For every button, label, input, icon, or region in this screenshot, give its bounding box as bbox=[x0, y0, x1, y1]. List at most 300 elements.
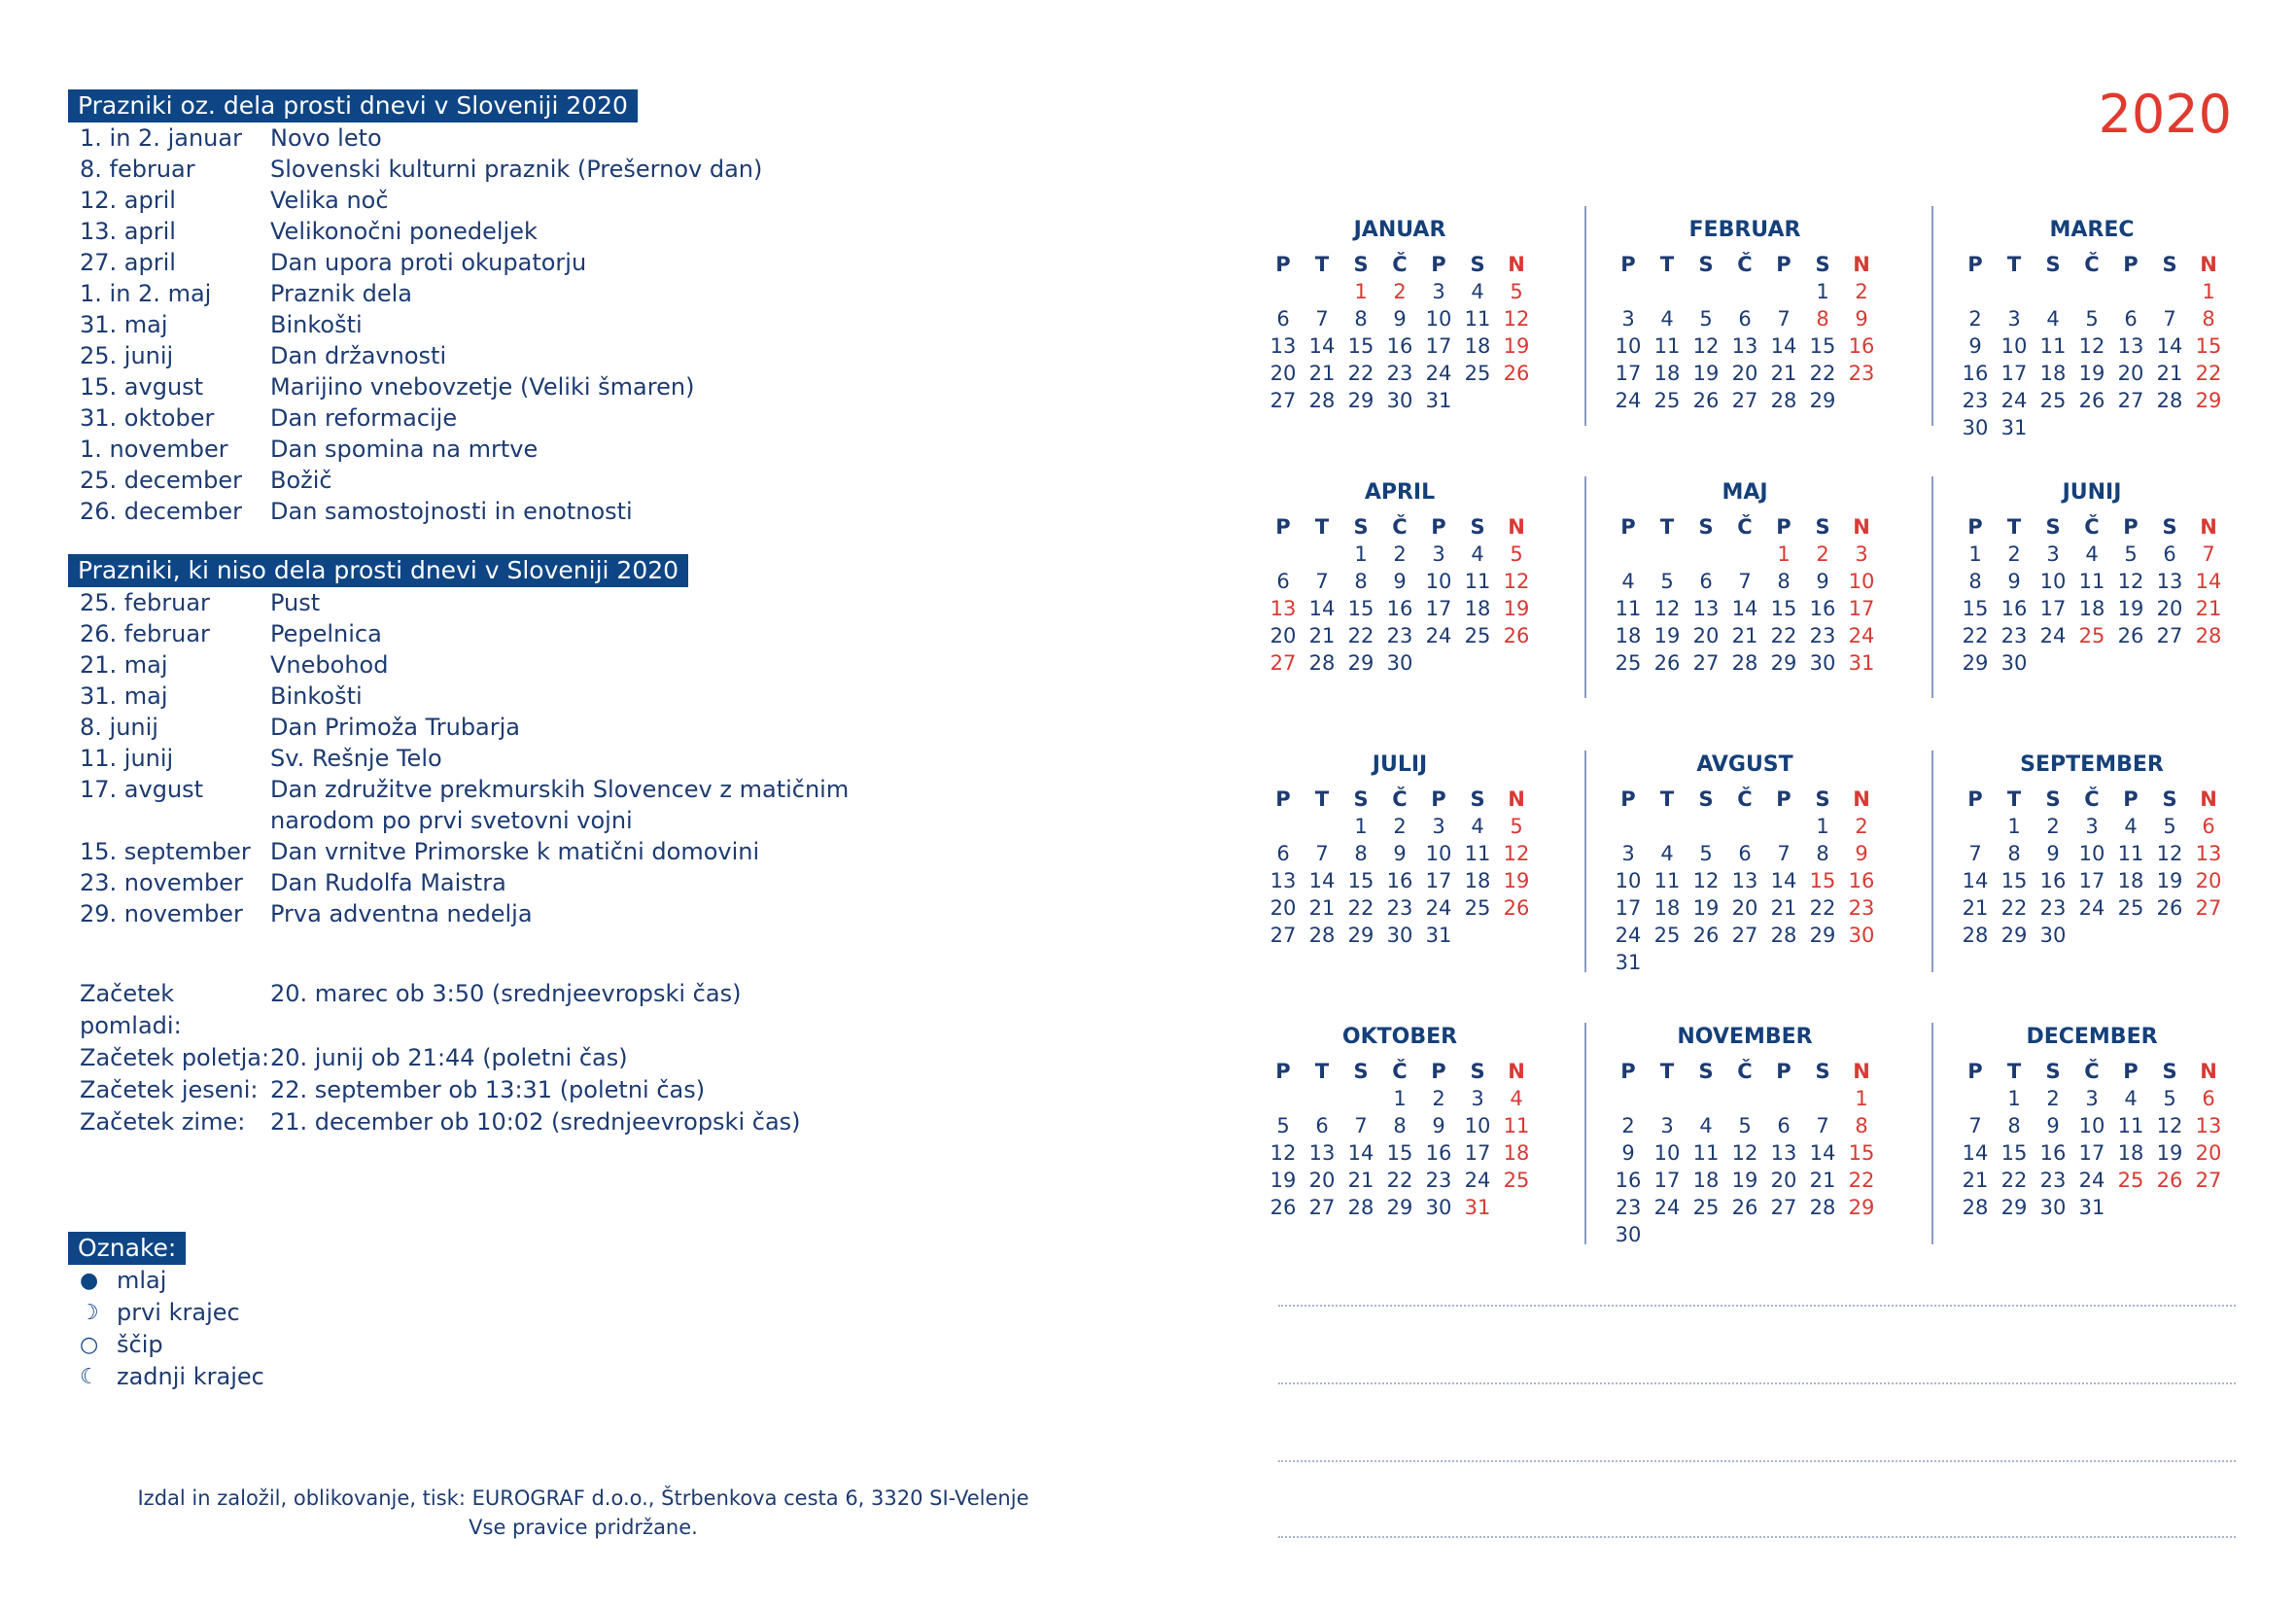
day-cell: 17 bbox=[2000, 362, 2028, 385]
day-cell: 21 bbox=[1809, 1169, 1836, 1192]
day-cell: 5 bbox=[1276, 1114, 1290, 1137]
day-cell: 23 bbox=[2000, 624, 2028, 647]
holidays-work-list bbox=[68, 587, 1215, 929]
weekday-header: S bbox=[1470, 787, 1485, 811]
day-cell: 22 bbox=[1770, 624, 1797, 647]
day-cell: 15 bbox=[1770, 597, 1797, 620]
legend-row bbox=[68, 1361, 1215, 1393]
day-cell: 15 bbox=[1347, 869, 1374, 892]
holiday-row bbox=[68, 278, 1215, 309]
note-line bbox=[1278, 1305, 2236, 1307]
holidays-off-section bbox=[68, 89, 1215, 527]
weekday-header: N bbox=[2200, 787, 2217, 811]
day-cell: 21 bbox=[1308, 896, 1336, 920]
weekday-header: N bbox=[2200, 1060, 2217, 1083]
day-cell: 24 bbox=[1425, 896, 1452, 920]
holiday-date bbox=[68, 805, 270, 836]
day-cell: 29 bbox=[1962, 651, 1989, 675]
day-cell: 14 bbox=[1962, 869, 1989, 892]
day-cell: 3 bbox=[1471, 1087, 1484, 1110]
day-cell: 22 bbox=[1809, 362, 1836, 385]
holiday-date: 31. maj bbox=[80, 311, 168, 338]
holiday-name: Sv. Rešnje Telo bbox=[270, 745, 442, 772]
month-avgust bbox=[1609, 751, 1881, 976]
day-cell: 30 bbox=[1615, 1223, 1642, 1246]
month-separator bbox=[1584, 476, 1586, 698]
day-cell: 3 bbox=[1432, 542, 1445, 566]
day-cell: 23 bbox=[1962, 389, 1989, 412]
weekday-header: Č bbox=[1737, 1060, 1753, 1083]
day-cell: 26 bbox=[1731, 1196, 1758, 1219]
weekday-header: N bbox=[1508, 515, 1525, 539]
day-cell: 4 bbox=[1699, 1114, 1713, 1137]
day-cell: 21 bbox=[1770, 896, 1797, 920]
day-cell: 9 bbox=[1816, 570, 1829, 593]
weekday-header: T bbox=[2006, 253, 2022, 276]
day-cell: 19 bbox=[1692, 896, 1720, 920]
day-cell: 2 bbox=[1855, 280, 1868, 303]
weekday-header: P bbox=[1776, 787, 1792, 811]
day-cell: 30 bbox=[2039, 924, 2067, 947]
day-cell: 27 bbox=[2195, 1169, 2222, 1192]
day-cell: 17 bbox=[2039, 597, 2067, 620]
day-cell: 27 bbox=[1270, 651, 1297, 675]
day-cell: 13 bbox=[2195, 1114, 2222, 1137]
empty-day bbox=[1687, 1085, 1725, 1112]
footer-line1: Izdal in založil, oblikovanje, tisk: EUROGRAF d.o.o., Štrbenkova cesta 6, 3320 SI-Velenje bbox=[137, 1486, 1029, 1510]
day-cell: 9 bbox=[1393, 842, 1407, 865]
day-cell: 10 bbox=[1848, 570, 1875, 593]
empty-day bbox=[1648, 1085, 1687, 1112]
day-cell: 8 bbox=[1855, 1114, 1868, 1137]
empty-day bbox=[1648, 278, 1687, 305]
day-cell: 7 bbox=[1354, 1114, 1368, 1137]
weekday-header: P bbox=[1776, 515, 1792, 539]
month-days-grid bbox=[1956, 1058, 2228, 1221]
day-cell: 9 bbox=[1432, 1114, 1445, 1137]
day-cell: 11 bbox=[2117, 1114, 2144, 1137]
season-label: Začetek poletja: bbox=[80, 1044, 270, 1071]
day-cell: 26 bbox=[2156, 1169, 2183, 1192]
day-cell: 13 bbox=[1731, 334, 1758, 358]
weekday-header: S bbox=[2045, 1060, 2061, 1083]
month-title: JANUAR bbox=[1353, 218, 1446, 242]
weekday-header: P bbox=[1967, 515, 1983, 539]
day-cell: 6 bbox=[1777, 1114, 1791, 1137]
empty-day bbox=[1803, 1085, 1842, 1112]
day-cell: 28 bbox=[1962, 924, 1989, 947]
holiday-row bbox=[68, 618, 1215, 649]
day-cell: 29 bbox=[2000, 924, 2028, 947]
weekday-header: P bbox=[1431, 787, 1446, 811]
day-cell: 12 bbox=[1731, 1141, 1758, 1165]
holiday-name: Dan Rudolfa Maistra bbox=[270, 869, 506, 896]
day-cell: 29 bbox=[2000, 1196, 2028, 1219]
holiday-row bbox=[68, 465, 1215, 496]
day-cell: 11 bbox=[1503, 1114, 1530, 1137]
day-cell: 8 bbox=[1354, 307, 1368, 331]
day-cell: 27 bbox=[1270, 389, 1297, 412]
holiday-name: Pepelnica bbox=[270, 620, 382, 647]
day-cell: 7 bbox=[1777, 842, 1791, 865]
holiday-date: 17. avgust bbox=[80, 776, 204, 803]
day-cell: 2 bbox=[1393, 815, 1407, 838]
holiday-date: 31. maj bbox=[80, 682, 168, 710]
day-cell: 2 bbox=[1855, 815, 1868, 838]
day-cell: 6 bbox=[1738, 842, 1752, 865]
day-cell: 21 bbox=[1308, 362, 1336, 385]
holiday-name: Binkošti bbox=[270, 682, 363, 710]
note-line bbox=[1278, 1460, 2236, 1462]
day-cell: 19 bbox=[1270, 1169, 1297, 1192]
weekday-header: T bbox=[1659, 253, 1675, 276]
day-cell: 24 bbox=[1848, 624, 1875, 647]
month-januar bbox=[1264, 216, 1536, 414]
holiday-name: Praznik dela bbox=[270, 280, 413, 307]
day-cell: 3 bbox=[2085, 815, 2099, 838]
day-cell: 20 bbox=[2156, 597, 2183, 620]
day-cell: 28 bbox=[1347, 1196, 1374, 1219]
day-cell: 4 bbox=[1471, 815, 1484, 838]
month-days-grid bbox=[1956, 251, 2228, 441]
holiday-name: Marijino vnebovzetje (Veliki šmaren) bbox=[270, 373, 695, 401]
day-cell: 7 bbox=[1968, 1114, 1982, 1137]
holiday-name: Dan samostojnosti in enotnosti bbox=[270, 498, 633, 525]
day-cell: 23 bbox=[2039, 1169, 2067, 1192]
day-cell: 30 bbox=[1386, 389, 1413, 412]
day-cell: 26 bbox=[2078, 389, 2105, 412]
day-cell: 6 bbox=[1276, 842, 1290, 865]
holiday-date: 25. december bbox=[80, 467, 243, 494]
day-cell: 20 bbox=[1270, 624, 1297, 647]
day-cell: 11 bbox=[1464, 842, 1491, 865]
day-cell: 30 bbox=[1425, 1196, 1452, 1219]
day-cell: 6 bbox=[1276, 570, 1290, 593]
day-cell: 14 bbox=[1308, 597, 1336, 620]
day-cell: 15 bbox=[2000, 869, 2028, 892]
day-cell: 20 bbox=[1270, 896, 1297, 920]
day-cell: 21 bbox=[1770, 362, 1797, 385]
day-cell: 20 bbox=[1270, 362, 1297, 385]
day-cell: 25 bbox=[1464, 624, 1491, 647]
month-days-grid bbox=[1264, 251, 1536, 414]
day-cell: 21 bbox=[2156, 362, 2183, 385]
legend-label: mlaj bbox=[117, 1267, 167, 1294]
day-cell: 1 bbox=[1816, 815, 1829, 838]
day-cell: 11 bbox=[1692, 1141, 1720, 1165]
day-cell: 19 bbox=[2156, 1141, 2183, 1165]
holiday-row bbox=[68, 434, 1215, 465]
holiday-date: 15. avgust bbox=[80, 373, 204, 401]
month-maj bbox=[1609, 478, 1881, 677]
footer bbox=[97, 1484, 1069, 1542]
month-days-grid bbox=[1264, 1058, 1536, 1221]
day-cell: 13 bbox=[1270, 334, 1297, 358]
day-cell: 5 bbox=[2085, 307, 2099, 331]
legend-row bbox=[68, 1297, 1215, 1329]
day-cell: 9 bbox=[2046, 842, 2060, 865]
day-cell: 28 bbox=[1308, 651, 1336, 675]
weekday-header: P bbox=[1620, 787, 1636, 811]
day-cell: 5 bbox=[1510, 542, 1523, 566]
day-cell: 24 bbox=[1425, 624, 1452, 647]
empty-day bbox=[2111, 278, 2150, 305]
empty-day bbox=[1303, 1085, 1341, 1112]
day-cell: 25 bbox=[2078, 624, 2105, 647]
day-cell: 25 bbox=[2039, 389, 2067, 412]
seasons-list bbox=[68, 978, 1215, 1138]
day-cell: 13 bbox=[1308, 1141, 1336, 1165]
day-cell: 1 bbox=[2007, 1087, 2021, 1110]
holiday-row bbox=[68, 898, 1215, 929]
empty-day bbox=[1648, 541, 1687, 568]
month-title: FEBRUAR bbox=[1688, 218, 1801, 242]
day-cell: 11 bbox=[2039, 334, 2067, 358]
holiday-date: 23. november bbox=[80, 869, 243, 896]
day-cell: 9 bbox=[1855, 842, 1868, 865]
holiday-name: Dan Primoža Trubarja bbox=[270, 714, 521, 741]
day-cell: 30 bbox=[1809, 651, 1836, 675]
weekday-header: N bbox=[1853, 1060, 1870, 1083]
day-cell: 16 bbox=[1425, 1141, 1452, 1165]
weekday-header: Č bbox=[1737, 515, 1753, 539]
day-cell: 30 bbox=[1386, 924, 1413, 947]
day-cell: 15 bbox=[1386, 1141, 1413, 1165]
day-cell: 4 bbox=[2124, 1087, 2138, 1110]
day-cell: 27 bbox=[1308, 1196, 1336, 1219]
holiday-name: Dan vrnitve Primorske k matični domovini bbox=[270, 838, 760, 865]
day-cell: 10 bbox=[1425, 842, 1452, 865]
weekday-header: N bbox=[1508, 1060, 1525, 1083]
month-junij bbox=[1956, 478, 2228, 677]
day-cell: 21 bbox=[1962, 896, 1989, 920]
day-cell: 29 bbox=[1809, 389, 1836, 412]
month-oktober bbox=[1264, 1023, 1536, 1221]
day-cell: 8 bbox=[1968, 570, 1982, 593]
day-cell: 18 bbox=[2117, 869, 2144, 892]
day-cell: 25 bbox=[1653, 924, 1681, 947]
holiday-row bbox=[68, 340, 1215, 371]
day-cell: 14 bbox=[1308, 334, 1336, 358]
day-cell: 20 bbox=[2117, 362, 2144, 385]
year-title: 2020 bbox=[2098, 84, 2232, 145]
weekday-header: P bbox=[2123, 787, 2139, 811]
day-cell: 28 bbox=[2156, 389, 2183, 412]
weekday-header: P bbox=[1967, 253, 1983, 276]
day-cell: 21 bbox=[1962, 1169, 1989, 1192]
season-value: 20. marec ob 3:50 (srednjeevropski čas) bbox=[270, 980, 742, 1007]
empty-day bbox=[1725, 278, 1764, 305]
day-cell: 13 bbox=[2195, 842, 2222, 865]
holiday-date: 11. junij bbox=[80, 745, 174, 772]
day-cell: 28 bbox=[1809, 1196, 1836, 1219]
day-cell: 15 bbox=[2000, 1141, 2028, 1165]
day-cell: 10 bbox=[1615, 334, 1642, 358]
holiday-date: 1. november bbox=[80, 436, 228, 463]
month-title: JULIJ bbox=[1372, 752, 1428, 777]
season-row bbox=[68, 1106, 1215, 1138]
day-cell: 19 bbox=[1653, 624, 1681, 647]
day-cell: 27 bbox=[1731, 389, 1758, 412]
day-cell: 17 bbox=[1848, 597, 1875, 620]
month-separator bbox=[1931, 1023, 1933, 1244]
day-cell: 18 bbox=[2117, 1141, 2144, 1165]
day-cell: 1 bbox=[2202, 280, 2215, 303]
day-cell: 3 bbox=[2085, 1087, 2099, 1110]
holiday-row bbox=[68, 154, 1215, 185]
weekday-header: Č bbox=[1737, 253, 1753, 276]
holiday-date: 26. december bbox=[80, 498, 243, 525]
day-cell: 30 bbox=[1962, 416, 1989, 439]
weekday-header: P bbox=[1967, 1060, 1983, 1083]
legend bbox=[68, 1232, 1215, 1393]
day-cell: 23 bbox=[1425, 1169, 1452, 1192]
season-label: Začetek jeseni: bbox=[80, 1076, 259, 1103]
day-cell: 7 bbox=[1738, 570, 1752, 593]
holiday-row bbox=[68, 216, 1215, 247]
day-cell: 8 bbox=[1816, 842, 1829, 865]
day-cell: 5 bbox=[1738, 1114, 1752, 1137]
weekday-header: T bbox=[2006, 515, 2022, 539]
holiday-date: 8. junij bbox=[80, 714, 158, 741]
empty-day bbox=[1956, 1085, 1995, 1112]
empty-day bbox=[1648, 813, 1687, 840]
day-cell: 5 bbox=[1510, 815, 1523, 838]
holiday-name: Dan združitve prekmurskih Slovencev z matičnim bbox=[270, 776, 850, 803]
left-column bbox=[68, 89, 1215, 1393]
day-cell: 25 bbox=[2117, 1169, 2144, 1192]
day-cell: 29 bbox=[1347, 651, 1374, 675]
day-cell: 14 bbox=[1731, 597, 1758, 620]
day-cell: 16 bbox=[1386, 869, 1413, 892]
holiday-row bbox=[68, 867, 1215, 898]
holiday-row bbox=[68, 836, 1215, 867]
day-cell: 7 bbox=[1315, 307, 1329, 331]
holiday-name: Dan spomina na mrtve bbox=[270, 436, 539, 463]
weekday-header: S bbox=[2045, 515, 2061, 539]
day-cell: 17 bbox=[1615, 896, 1642, 920]
day-cell: 8 bbox=[1393, 1114, 1407, 1137]
day-cell: 1 bbox=[1968, 542, 1982, 566]
day-cell: 2 bbox=[2046, 1087, 2060, 1110]
day-cell: 13 bbox=[2156, 570, 2183, 593]
holiday-name: Novo leto bbox=[270, 124, 382, 152]
weekday-header: Č bbox=[2084, 1060, 2100, 1083]
legend-items bbox=[68, 1265, 1215, 1393]
holiday-name: Dan državnosti bbox=[270, 342, 447, 369]
day-cell: 14 bbox=[1347, 1141, 1374, 1165]
holiday-date: 1. in 2. januar bbox=[80, 124, 242, 152]
holiday-row bbox=[68, 247, 1215, 278]
weekday-header: T bbox=[2006, 1060, 2022, 1083]
day-cell: 17 bbox=[1425, 597, 1452, 620]
holidays-work-header: Prazniki, ki niso dela prosti dnevi v Sloveniji 2020 bbox=[68, 554, 688, 587]
empty-day bbox=[1341, 1085, 1380, 1112]
day-cell: 17 bbox=[1425, 334, 1452, 358]
holiday-date: 8. februar bbox=[80, 156, 195, 183]
day-cell: 24 bbox=[1425, 362, 1452, 385]
weekday-header: P bbox=[1275, 787, 1291, 811]
day-cell: 6 bbox=[1699, 570, 1713, 593]
day-cell: 9 bbox=[2007, 570, 2021, 593]
day-cell: 18 bbox=[1464, 869, 1491, 892]
season-value: 20. junij ob 21:44 (poletni čas) bbox=[270, 1044, 628, 1071]
day-cell: 13 bbox=[1270, 869, 1297, 892]
day-cell: 25 bbox=[1464, 896, 1491, 920]
day-cell: 30 bbox=[2000, 651, 2028, 675]
day-cell: 6 bbox=[2202, 815, 2215, 838]
month-april bbox=[1264, 478, 1536, 677]
weekday-header: T bbox=[1314, 1060, 1330, 1083]
day-cell: 14 bbox=[2195, 570, 2222, 593]
holiday-date: 15. september bbox=[80, 838, 251, 865]
day-cell: 6 bbox=[2202, 1087, 2215, 1110]
holiday-row bbox=[68, 743, 1215, 774]
month-februar bbox=[1609, 216, 1881, 414]
weekday-header: S bbox=[1470, 253, 1485, 276]
holiday-name: Velika noč bbox=[270, 187, 389, 214]
day-cell: 7 bbox=[1816, 1114, 1829, 1137]
day-cell: 19 bbox=[1503, 869, 1530, 892]
day-cell: 4 bbox=[2124, 815, 2138, 838]
day-cell: 12 bbox=[1503, 570, 1530, 593]
weekday-header: P bbox=[1275, 253, 1291, 276]
day-cell: 2 bbox=[1432, 1087, 1445, 1110]
empty-day bbox=[2072, 278, 2111, 305]
day-cell: 31 bbox=[1425, 924, 1452, 947]
weekday-header: P bbox=[2123, 515, 2139, 539]
month-days-grid bbox=[1609, 1058, 1881, 1248]
holiday-name: Binkošti bbox=[270, 311, 363, 338]
weekday-header: S bbox=[1815, 787, 1830, 811]
day-cell: 23 bbox=[1386, 362, 1413, 385]
holidays-off-header: Prazniki oz. dela prosti dnevi v Sloveniji 2020 bbox=[68, 89, 638, 122]
day-cell: 24 bbox=[2039, 624, 2067, 647]
holiday-date: 26. februar bbox=[80, 620, 210, 647]
weekday-header: P bbox=[1620, 515, 1636, 539]
weekday-header: S bbox=[1353, 515, 1369, 539]
day-cell: 8 bbox=[2202, 307, 2215, 331]
month-title: JUNIJ bbox=[2062, 480, 2122, 505]
day-cell: 10 bbox=[1425, 570, 1452, 593]
empty-day bbox=[2150, 278, 2189, 305]
day-cell: 6 bbox=[1315, 1114, 1329, 1137]
day-cell: 6 bbox=[1738, 307, 1752, 331]
weekday-header: S bbox=[1470, 1060, 1485, 1083]
day-cell: 5 bbox=[1699, 842, 1713, 865]
day-cell: 5 bbox=[2124, 542, 2138, 566]
day-cell: 29 bbox=[1347, 924, 1374, 947]
empty-day bbox=[1725, 813, 1764, 840]
month-november bbox=[1609, 1023, 1881, 1248]
day-cell: 3 bbox=[1621, 842, 1635, 865]
day-cell: 26 bbox=[2156, 896, 2183, 920]
weekday-header: Č bbox=[1392, 253, 1408, 276]
weekday-header: N bbox=[1853, 253, 1870, 276]
empty-day bbox=[1956, 813, 1995, 840]
day-cell: 5 bbox=[2163, 815, 2176, 838]
day-cell: 7 bbox=[1968, 842, 1982, 865]
day-cell: 13 bbox=[1770, 1141, 1797, 1165]
day-cell: 29 bbox=[1809, 924, 1836, 947]
day-cell: 27 bbox=[1270, 924, 1297, 947]
day-cell: 16 bbox=[2000, 597, 2028, 620]
weekday-header: P bbox=[1431, 253, 1446, 276]
holiday-name: Slovenski kulturni praznik (Prešernov dan) bbox=[270, 156, 763, 183]
day-cell: 6 bbox=[2124, 307, 2138, 331]
day-cell: 7 bbox=[1777, 307, 1791, 331]
day-cell: 14 bbox=[1962, 1141, 1989, 1165]
